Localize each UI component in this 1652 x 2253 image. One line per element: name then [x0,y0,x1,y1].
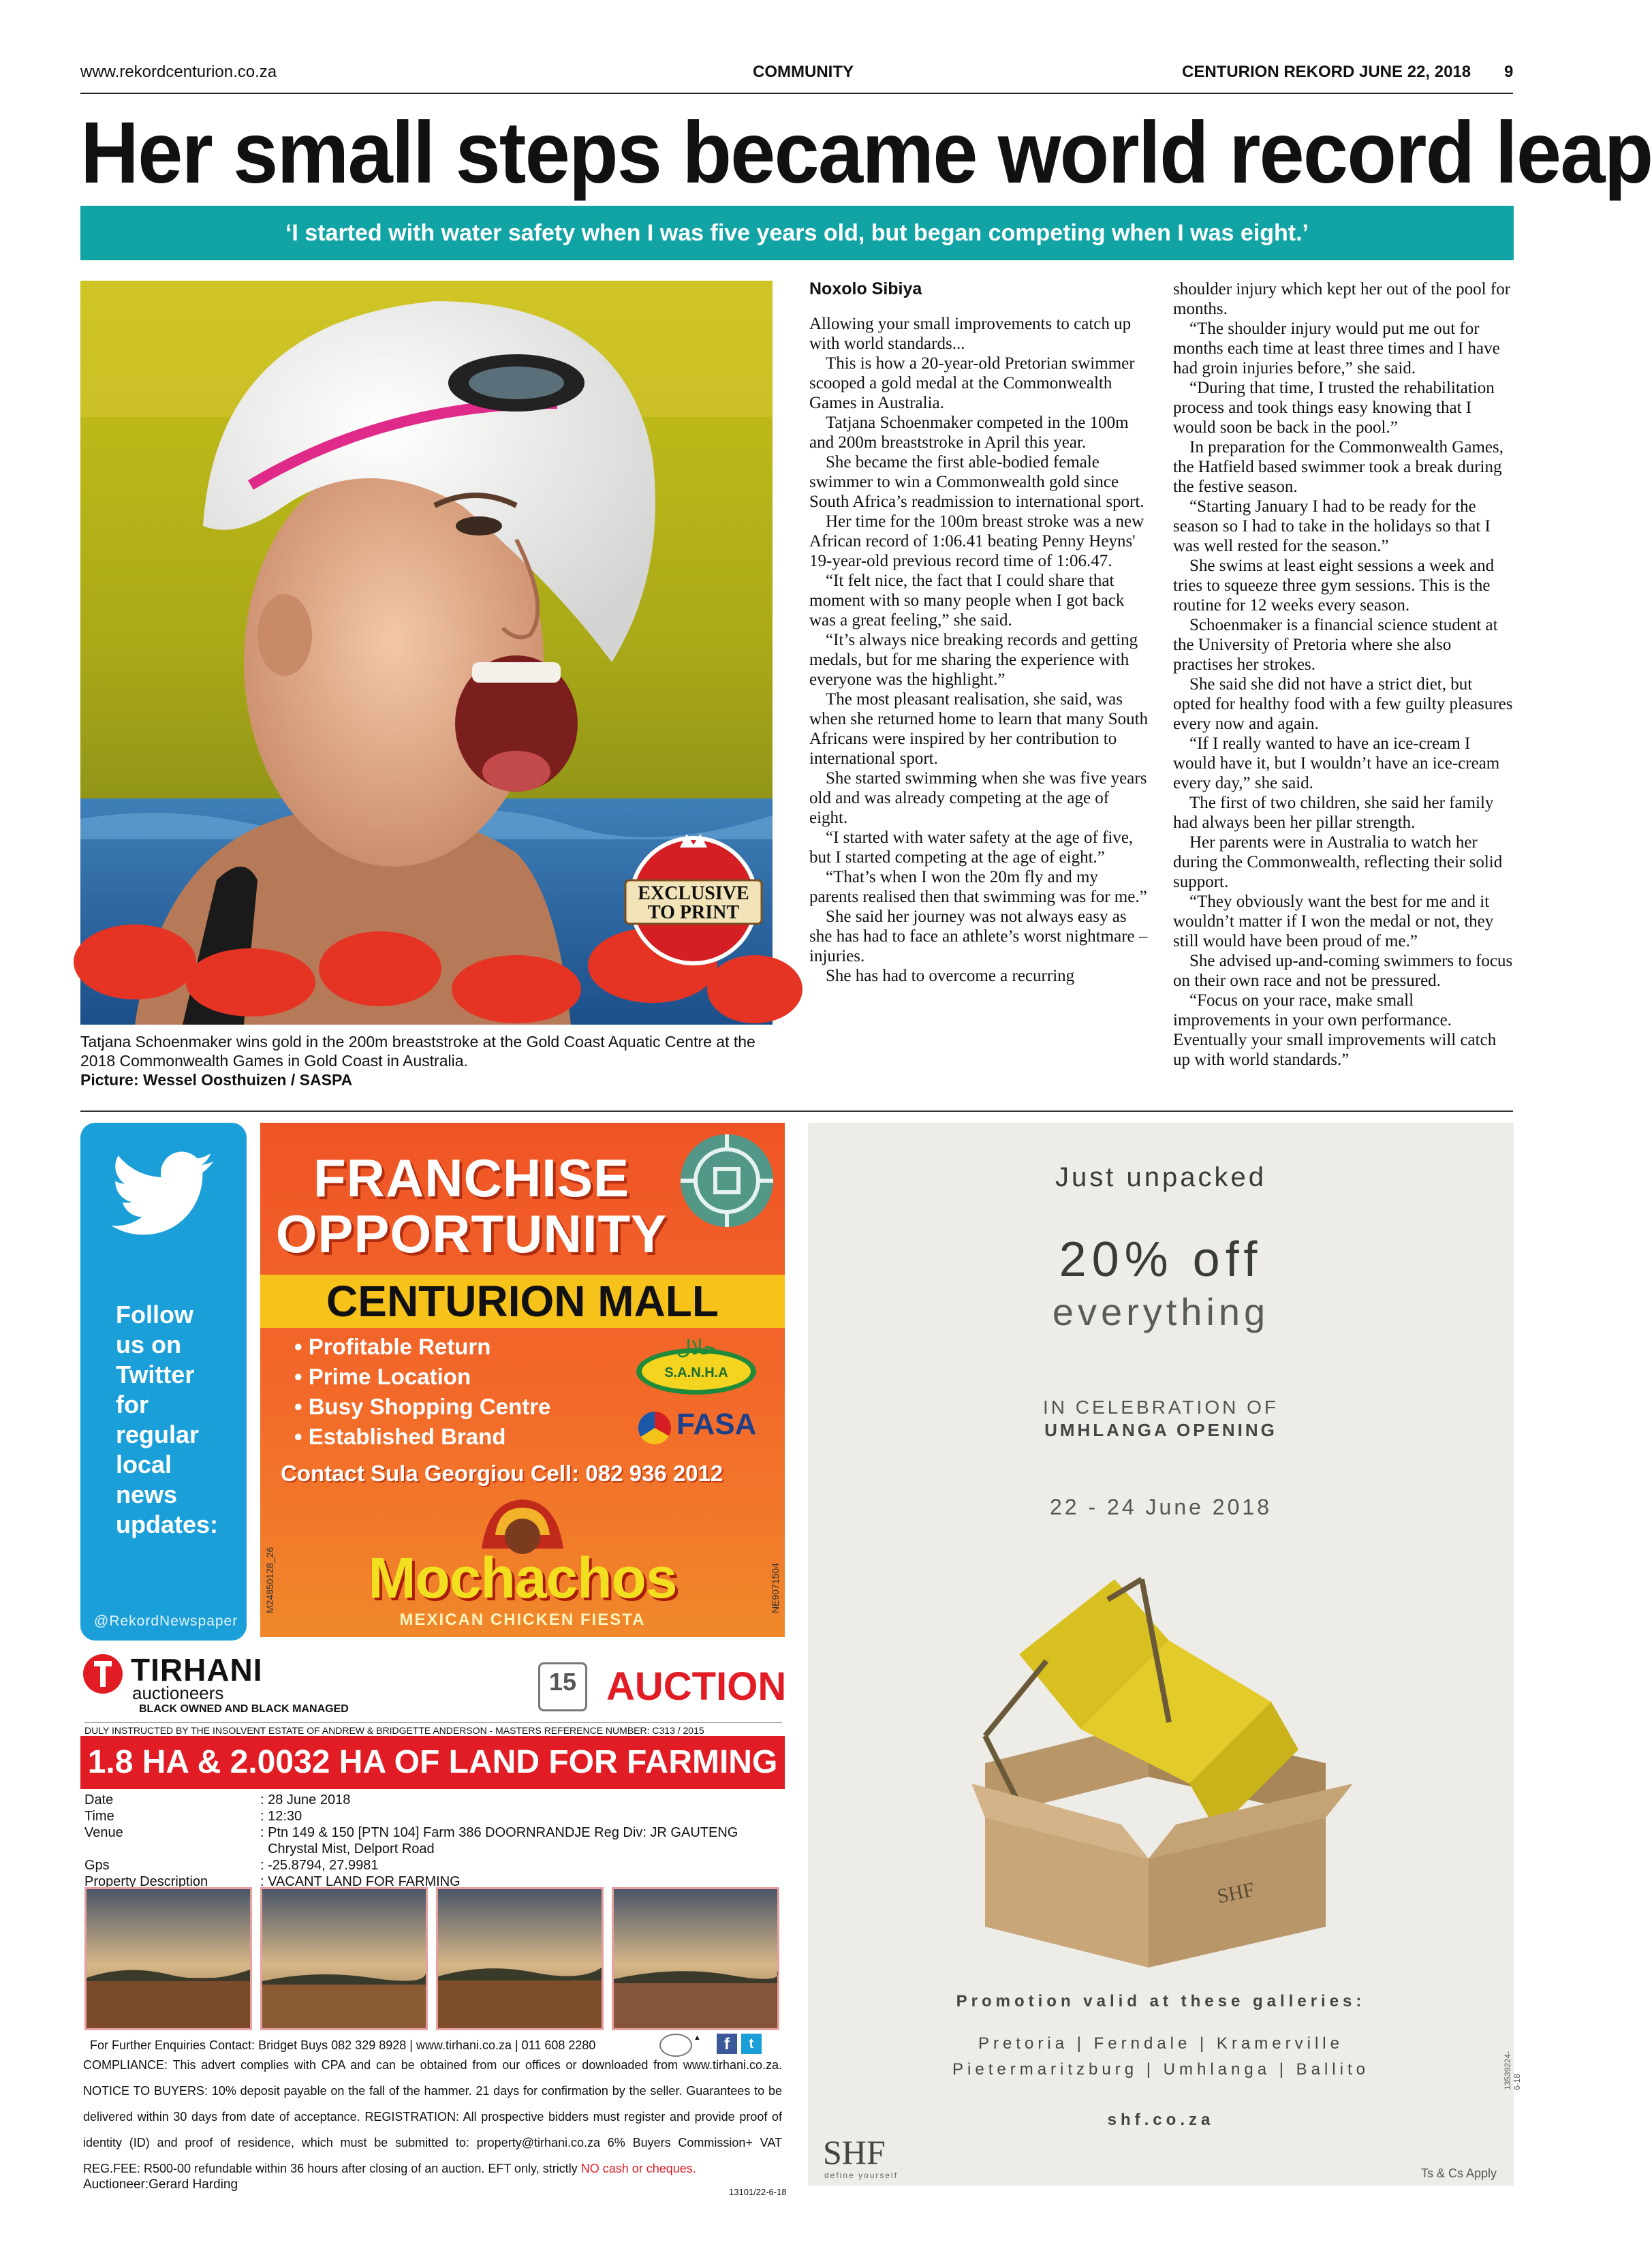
shf-galleries1: Pretoria | Ferndale | Kramerville [978,2034,1343,2053]
article-column-1 [809,279,1150,986]
auction-banner: 1.8 HA & 2.0032 HA OF LAND FOR FARMING [80,1736,785,1789]
detail-label: Venue [84,1825,123,1840]
article-paragraph: “It’s always nice breaking records and getting medals, but for me sharing the experience with everyone was the highlight.” [809,631,1138,689]
article-paragraph: She advised up-and-coming swimmers to focus on their own race and not be pressured. [1173,952,1513,990]
detail-value: Chrystal Mist, Delport Road [260,1842,435,1856]
bullet-item: • Profitable Return [294,1334,491,1359]
photo-caption [80,1032,773,1089]
farm-photo [436,1887,604,2030]
website-url[interactable]: www.rekordcenturion.co.za [80,63,277,81]
article-paragraph: She said she did not have a strict diet, but opted for healthy food with a few guilty pleasures every now and again. [1173,675,1513,733]
article-column-2 [1173,279,1514,1070]
shf-celebration2: UMHLANGA OPENING [1044,1420,1277,1440]
article-paragraph: shoulder injury which kept her out of the pool for months. [1173,280,1511,318]
farm-photo [84,1887,252,2030]
auction-detail-row [84,1824,782,1841]
fasa-logo [638,1408,775,1450]
article-paragraph: Her time for the 100m breast stroke was a new African record of 1:06.41 beating Penny Heyns' 19-year-old previous record time of 1:06.47. [809,512,1144,570]
farm-photo [612,1887,779,2030]
section-label: COMMUNITY [753,63,854,81]
years-badge: 15 [538,1662,587,1711]
article-paragraph: She has had to overcome a recurring [826,967,1075,985]
headline: Her small steps became world record leap [80,104,1652,202]
bullet-item: • Established Brand [294,1424,506,1449]
article-paragraph: “It felt nice, the fact that I could share that moment with so many people when I got back was a great feeling,” she said. [809,572,1125,630]
franchise-bullets [294,1332,550,1452]
shf-code: 13539224-6-18 [1503,2051,1522,2090]
article-paragraph: “They obviously want the best for me and it wouldn’t matter if I won the medal or not, they still would have been proud of me.” [1173,892,1494,950]
twitter-line: updates: [116,1510,219,1538]
shf-terms: Ts & Cs Apply [1421,2166,1497,2180]
shf-ad [808,1123,1522,2186]
fasa-icon [638,1412,671,1444]
article-paragraph: Her parents were in Australia to watch her during the Commonwealth, reflecting their solid support. [1173,833,1503,891]
twitter-handle[interactable]: @RekordNewspaper [94,1613,238,1629]
publication-date: CENTURION REKORD JUNE 22, 2018 [1182,63,1471,81]
twitter-bird-icon [111,1150,213,1239]
bullet-item: • Busy Shopping Centre [294,1394,551,1419]
franchise-contact: Contact Sula Georgiou Cell: 082 936 2012 [281,1461,723,1486]
article-paragraph: The most pleasant realisation, she said, was when she returned home to learn that many South Africans were inspired by her contribution to international sport. [809,690,1149,768]
auction-detail-row [84,1841,782,1857]
twitter-line: local [116,1450,172,1478]
article-paragraph: She said her journey was not always easy as she has had to face an athlete’s worst nightmare – injuries. [809,907,1148,965]
tirhani-sub: auctioneers [132,1683,224,1703]
article-paragraph: “Starting January I had to be ready for the season so I had to take in the holidays so that I was well rested for the season.” [1173,497,1491,555]
article-paragraph: “I started with water safety at the age of five, but I started competing at the age of eight.” [809,828,1134,867]
twitter-line: Follow [116,1301,193,1329]
twitter-line: news [116,1480,178,1508]
twitter-line: Twitter [116,1361,195,1388]
auction-compliance [83,2052,782,2181]
farm-photo [260,1887,428,2030]
shf-website[interactable]: shf.co.za [1107,2111,1215,2129]
shf-headline: 20% off [1059,1232,1263,1287]
shf-promo: Promotion valid at these galleries: [956,1992,1366,2010]
article-paragraph: “The shoulder injury would put me out for months each time at least three times and I have had groin injuries before,” she said. [1173,320,1500,377]
detail-label: Time [84,1809,114,1824]
shf-line1: Just unpacked [1055,1162,1266,1192]
page-number: 9 [1504,63,1514,81]
article-paragraph: The first of two children, she said her family had always been her pillar strength. [1173,794,1494,832]
halaal-text: S.A.N.H.A [664,1365,728,1380]
detail-label: Date [84,1792,114,1807]
detail-value: : VACANT LAND FOR FARMING [260,1874,461,1889]
column-2-body [1173,279,1514,1070]
box-label: SHF [1215,1878,1257,1908]
instructed-by: DULY INSTRUCTED BY THE INSOLVENT ESTATE OF ANDREW & BRIDGETTE ANDERSON - MASTERS REFERENCE NUMBER: C313 / 2015 [84,1725,704,1736]
mochachos-tagline: MEXICAN CHICKEN FIESTA [399,1611,646,1629]
halaal-logo-icon [632,1334,761,1399]
article-paragraph: She started swimming when she was five years old and was already competing at the age of eight. [809,769,1147,827]
detail-value: : -25.8794, 27.9981 [260,1858,379,1873]
article-paragraph: In preparation for the Commonwealth Games, the Hatfield based swimmer took a break during the festive season. [1173,438,1503,496]
twitter-line: regular [116,1420,200,1448]
article-paragraph: Schoenmaker is a financial science student at the University of Pretoria where she also practises her strokes. [1173,616,1498,674]
article-paragraph: She swims at least eight sessions a week and tries to squeeze three gym sessions. This is the routine for 12 weeks every season. [1173,557,1495,615]
tirhani-tagline: BLACK OWNED AND BLACK MANAGED [139,1703,349,1715]
section-divider [80,1110,1513,1112]
franchise-code-left: M24850128_26 [264,1547,275,1613]
twitter-follow-text [116,1300,238,1540]
detail-value: : 12:30 [260,1809,302,1824]
article-paragraph: She became the first able-bodied female swimmer to win a Commonwealth gold since South Africa’s readmission to international sport. [809,453,1144,511]
shf-headline2: everything [1052,1290,1270,1333]
tirhani-name: TIRHANI [131,1652,263,1688]
shf-galleries2: Pietermaritzburg | Umhlanga | Ballito [952,2060,1369,2079]
article-paragraph: Tatjana Schoenmaker competed in the 100m and 200m breaststroke in April this year. [809,414,1129,452]
twitter-line: for [116,1390,149,1418]
article-paragraph: “That’s when I won the 20m fly and my parents realised then that swimming was for me.” [809,868,1147,906]
detail-label: Gps [84,1858,110,1873]
box-chair-illustration [944,1559,1380,1968]
pull-quote: ‘I started with water safety when I was five years old, but began competing when I was eight.’ [80,206,1514,260]
facebook-icon[interactable]: f [717,2034,737,2054]
detail-value: : 28 June 2018 [260,1792,351,1807]
article-paragraph: “Focus on your race, make small improvements in your own performance. Eventually your small improvements will catch up with world standards.” [1173,991,1497,1069]
column-1-body [809,314,1150,986]
detail-label [84,1841,260,1857]
detail-label: Property Description [84,1874,208,1889]
badge-line-1: EXCLUSIVE [638,883,749,904]
auction-enquiries: For Further Enquiries Contact: Bridget Buys 082 329 8928 | www.tirhani.co.za | 011 608 2280 [90,2038,596,2052]
shf-logo: SHF [823,2133,886,2171]
auction-detail-row [84,1792,782,1808]
caption-credit: Picture: Wessel Oosthuizen / SASPA [80,1071,353,1089]
aztec-emblem-icon [676,1130,778,1232]
twitter-line: us on [116,1331,181,1358]
swimmer-photo [80,281,773,1025]
mochachos-brand: Mochachos [368,1546,677,1610]
header-rule [80,93,1513,94]
franchise-title-2: OPPORTUNITY [275,1204,668,1264]
twitter-icon[interactable]: t [741,2034,762,2054]
auction-label: AUCTION [606,1664,787,1709]
shf-celebration1: IN CELEBRATION OF [1043,1397,1279,1418]
nia-logo-icon: ▲ [693,2034,701,2042]
bullet-item: • Prime Location [294,1364,471,1389]
auction-details [84,1792,782,1890]
article-paragraph: “During that time, I trusted the rehabilitation process and took things easy knowing that I would soon be back in the pool.” [1173,379,1495,437]
auction-detail-row [84,1857,782,1874]
tirhani-logo-icon [83,1654,123,1694]
franchise-ad [260,1123,785,1637]
franchise-title-1: FRANCHISE [313,1148,629,1208]
compliance-warning: NO cash or cheques. [580,2162,696,2175]
article-paragraph: “If I really wanted to have an ice-cream I would have it, but I wouldn’t have an ice-cream every day,” she said. [1173,734,1500,792]
auction-ref: 13101/22-6-18 [729,2187,787,2197]
article-paragraph: This is how a 20-year-old Pretorian swimmer scooped a gold medal at the Commonwealth Games in Australia. [809,354,1135,412]
caption-text: Tatjana Schoenmaker wins gold in the 200m breaststroke at the Gold Coast Aquatic Centre at the 2018 Commonwealth Games in Gold Coast in Australia. [80,1033,755,1070]
article-paragraph: Allowing your small improvements to catch up with world standards... [809,315,1132,353]
badge-line-2: TO PRINT [647,902,740,923]
byline: Noxolo Sibiya [809,279,922,298]
franchise-code-right: NE9071504 [770,1563,781,1613]
shf-dates: 22 - 24 June 2018 [1050,1495,1272,1519]
detail-value: : Ptn 149 & 150 [PTN 104] Farm 386 DOORNRANDJE Reg Div: JR GAUTENG [260,1825,738,1840]
shf-logo-sub: define yourself [824,2171,899,2180]
auctioneer-name: Auctioneer:Gerard Harding [83,2177,238,2192]
franchise-location: CENTURION MALL [326,1277,719,1326]
fasa-text: FASA [676,1408,757,1441]
compliance-text: COMPLIANCE: This advert complies with CPA and can be obtained from our offices or downloaded from www.tirhani.co.za. NOTICE TO BUYERS: 10% deposit payable on the fall of the hammer. 21 days for confirmation by the seller. Guarantees to be delivered within 30 days from date of acceptance. REGISTRATION: All prospective bidders must register and provide proof of identity (ID) and proof of residence, which must be submitted to: property@tirhani.co.za 6% Buyers Commission+ VAT REG.FEE: R500-00 refundable within 36 hours after closing of an auction. EFT only, strictly [83,2058,782,2175]
auction-detail-row [84,1808,782,1824]
svg-text:حلال: حلال [676,1336,717,1360]
